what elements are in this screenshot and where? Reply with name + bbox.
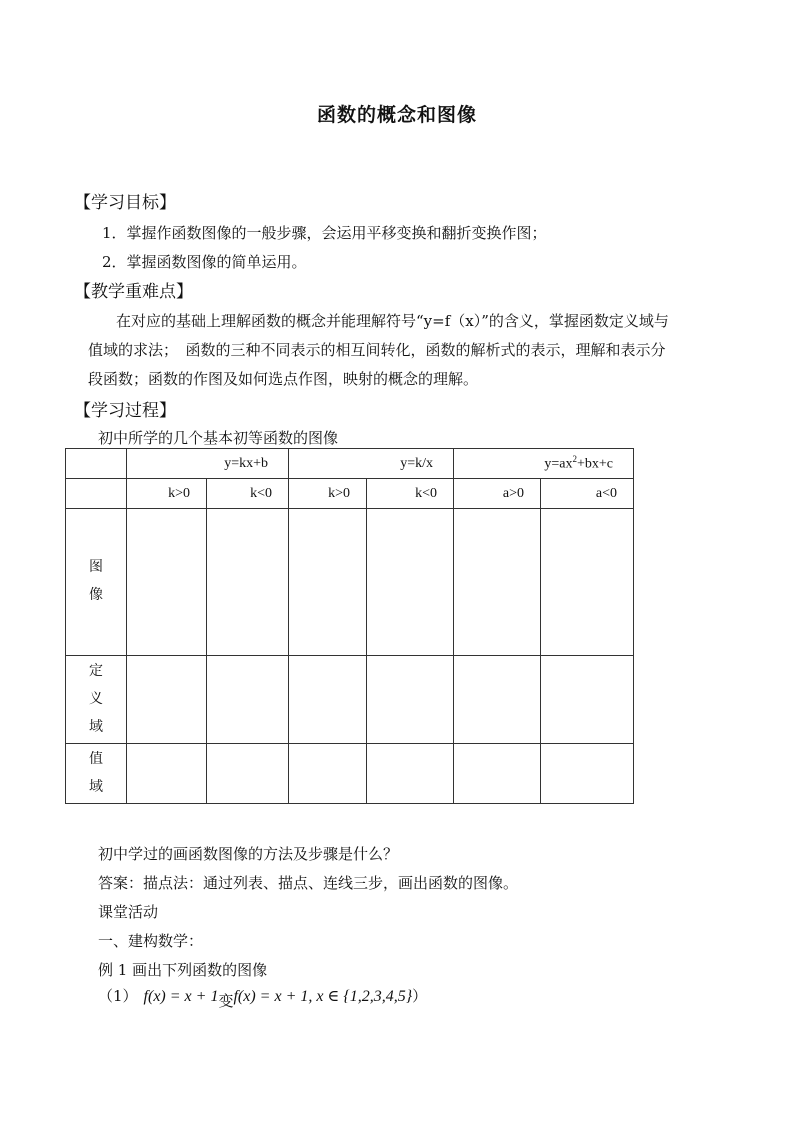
condition-cell: k<0 (207, 479, 289, 509)
condition-cell: k>0 (127, 479, 207, 509)
page-title: 函数的概念和图像 (316, 104, 477, 126)
row-label-domain (66, 656, 127, 744)
header-inverse-function: y=k/x (289, 449, 454, 479)
row-label-char: 域 (89, 779, 103, 795)
table-caption: 初中所学的几个基本初等函数的图像 (98, 429, 339, 447)
difficulty-heading: 【教学重难点】 (74, 282, 193, 302)
blank-cell (454, 744, 541, 804)
blank-cell (207, 509, 289, 656)
answer-text: 答案：描点法：通过列表、描点、连线三步，画出函数的图像。 (98, 874, 519, 892)
activity-label: 课堂活动 (98, 903, 159, 921)
row-label-image (66, 509, 127, 656)
example-title: 例 1 画出下列函数的图像 (98, 961, 268, 979)
condition-cell: a<0 (541, 479, 634, 509)
blank-cell (207, 744, 289, 804)
blank-cell (127, 656, 207, 744)
close-paren: ） (412, 987, 428, 1005)
example-item-1 (98, 985, 428, 1010)
item-number: （1） (98, 987, 138, 1005)
blank-cell (541, 744, 634, 804)
condition-cell: k<0 (367, 479, 454, 509)
blank-cell (454, 656, 541, 744)
goal-item-1: 1．掌握作函数图像的一般步骤，会运用平移变换和翻折变换作图； (102, 224, 547, 242)
blank-cell (367, 744, 454, 804)
condition-row-label (66, 479, 127, 509)
formula-2: f(x) = x + 1, x ∈ {1,2,3,4,5} (233, 988, 413, 1005)
connector-text: 变 (218, 992, 234, 1010)
header-quadratic-function (454, 449, 634, 479)
row-label-range (66, 744, 127, 804)
row-label-char: 像 (89, 588, 103, 603)
goal-item-2: 2．掌握函数图像的简单运用。 (102, 253, 307, 271)
blank-cell (541, 509, 634, 656)
blank-cell (289, 744, 367, 804)
part-one-heading: 一、建构数学： (98, 932, 204, 950)
row-label-char: 图 (89, 560, 103, 575)
goals-heading: 【学习目标】 (74, 193, 176, 213)
difficulty-line-2: 值域的求法； 函数的三种不同表示的相互间转化，函数的解析式的表示，理解和表示分 (88, 341, 666, 359)
row-label-char: 值 (89, 751, 103, 767)
header-linear-function: y=kx+b (127, 449, 289, 479)
quadratic-exponent: 2 (572, 454, 578, 465)
blank-cell (289, 656, 367, 744)
process-heading: 【学习过程】 (74, 401, 176, 421)
condition-cell: k>0 (289, 479, 367, 509)
quadratic-rest: +bx+c (577, 456, 614, 472)
table-corner-cell (66, 449, 127, 479)
difficulty-line-1: 在对应的基础上理解函数的概念并能理解符号“y=f（x）”的含义，掌握函数定义域与 (116, 312, 669, 330)
row-label-char: 定 (89, 663, 103, 679)
row-label-char: 域 (89, 719, 103, 735)
blank-cell (207, 656, 289, 744)
quadratic-base: y=ax (544, 456, 573, 472)
formula-1: f(x) = x + 1 (143, 988, 219, 1005)
row-label-char: 义 (89, 691, 103, 707)
blank-cell (454, 509, 541, 656)
condition-cell: a>0 (454, 479, 541, 509)
difficulty-line-3: 段函数；函数的作图及如何选点作图，映射的概念的理解。 (88, 370, 479, 388)
blank-cell (541, 656, 634, 744)
function-table (65, 448, 634, 804)
blank-cell (127, 744, 207, 804)
blank-cell (367, 509, 454, 656)
question-text: 初中学过的画函数图像的方法及步骤是什么？ (98, 845, 399, 863)
blank-cell (127, 509, 207, 656)
blank-cell (289, 509, 367, 656)
blank-cell (367, 656, 454, 744)
